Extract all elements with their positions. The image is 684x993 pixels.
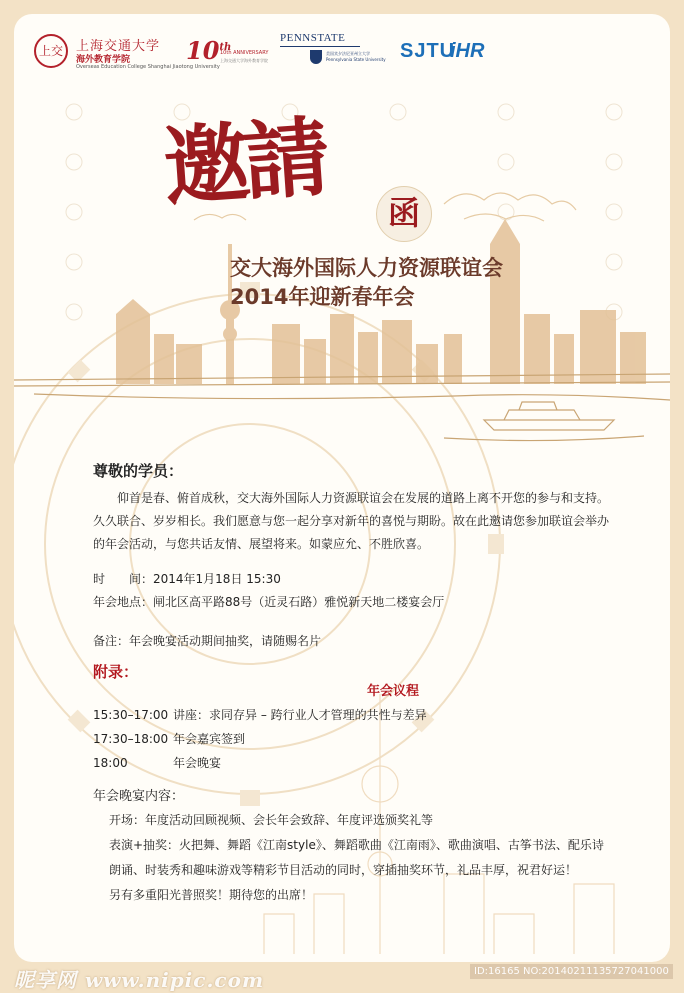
pennstate-name: PENNSTATE (280, 32, 346, 44)
agenda-title: 年会议程 (366, 684, 419, 699)
invitation-card (14, 14, 670, 962)
agenda-row (93, 703, 633, 727)
dinner-title: 年会晚宴内容： (93, 789, 185, 804)
agenda-item: 年会嘉宾签到 (173, 732, 246, 746)
han-seal: 函 (376, 186, 432, 242)
sjtu-sub: Overseas Education College Shanghai Jiaotong University (76, 64, 220, 70)
greeting: 尊敬的学员： (93, 462, 184, 480)
logo-bar (30, 32, 654, 82)
ihr-logo-sjtu: SJTU (400, 40, 456, 62)
program-line: 表演+抽奖：火把舞、舞蹈《江南style》、舞蹈歌曲《江南雨》、歌曲演唱、古筝书法、配乐诗 (109, 838, 604, 852)
anniversary-number: 10th (186, 36, 232, 65)
sjtu-dept: 海外教育学院 (76, 55, 131, 65)
dinner-program (93, 808, 633, 908)
agenda-time: 15:30–17:00 (93, 708, 169, 722)
letter-body (93, 460, 633, 908)
program-line: 另有多重阳光普照奖！期待您的出席！ (109, 888, 314, 902)
watermark-logo: 昵享网 www.nipic.com (14, 968, 265, 992)
sjtu-name: 上海交通大学 (76, 39, 161, 54)
agenda-item: 年会晚宴 (173, 756, 222, 770)
program-line: 朗诵、时装秀和趣味游戏等精彩节目活动的同时，穿插抽奖环节，礼品丰厚，祝君好运！ (109, 863, 578, 877)
event-title-line1: 交大海外国际人力资源联谊会 (230, 256, 503, 280)
agenda-time: 17:30–18:00 (93, 732, 169, 746)
invitation-calligraphy: 邀請 (160, 106, 328, 219)
event-title-line2: 2014年迎新春年会 (230, 285, 415, 309)
agenda-row (93, 727, 633, 751)
appendix-label: 附录： (93, 663, 139, 681)
paragraph-2: 久久联合、岁岁相长。我们愿意与您一起分享对新年的喜悦与期盼。故在此邀请您参加联谊会举办 (93, 514, 610, 528)
event-note: 备注：年会晚宴活动期间抽奖，请随赐名片 (93, 634, 322, 648)
program-line: 开场：年度活动回顾视频、会长年会致辞、年度评选颁奖礼等 (109, 813, 434, 827)
anniversary-sub: 上海交通大学海外教育学院 (220, 58, 268, 63)
pennstate-divider (280, 46, 360, 47)
agenda-time: 18:00 (93, 756, 128, 770)
anniversary-text: 10th ANNIVERSARY (220, 50, 269, 56)
pennstate-sub: 美国宾夕法尼亚州立大学 Pennsylvania State University (326, 51, 386, 62)
pennstate-shield-icon (310, 50, 322, 64)
event-title (230, 254, 503, 312)
event-place: 年会地点：闸北区高平路88号（近灵石路）雅悦新天地二楼宴会厅 (93, 595, 445, 609)
watermark-id: ID:16165 NO:20140211135727041000 (470, 964, 673, 979)
agenda-item: 讲座：求同存异 – 跨行业人才管理的共性与差异 (173, 708, 427, 722)
paragraph-3: 的年会活动，与您共话友情、展望将来。如蒙应允、不胜欣喜。 (93, 537, 430, 551)
agenda-row (93, 751, 633, 775)
sjtu-seal-icon: 上交 (34, 34, 68, 68)
paragraph-1: 仰首是春、俯首成秋，交大海外国际人力资源联谊会在发展的道路上离不开您的参与和支持。 (117, 491, 610, 505)
event-time: 时 间：2014年1月18日 15:30 (93, 572, 281, 586)
ihr-logo-ihr: iHR (450, 40, 485, 62)
